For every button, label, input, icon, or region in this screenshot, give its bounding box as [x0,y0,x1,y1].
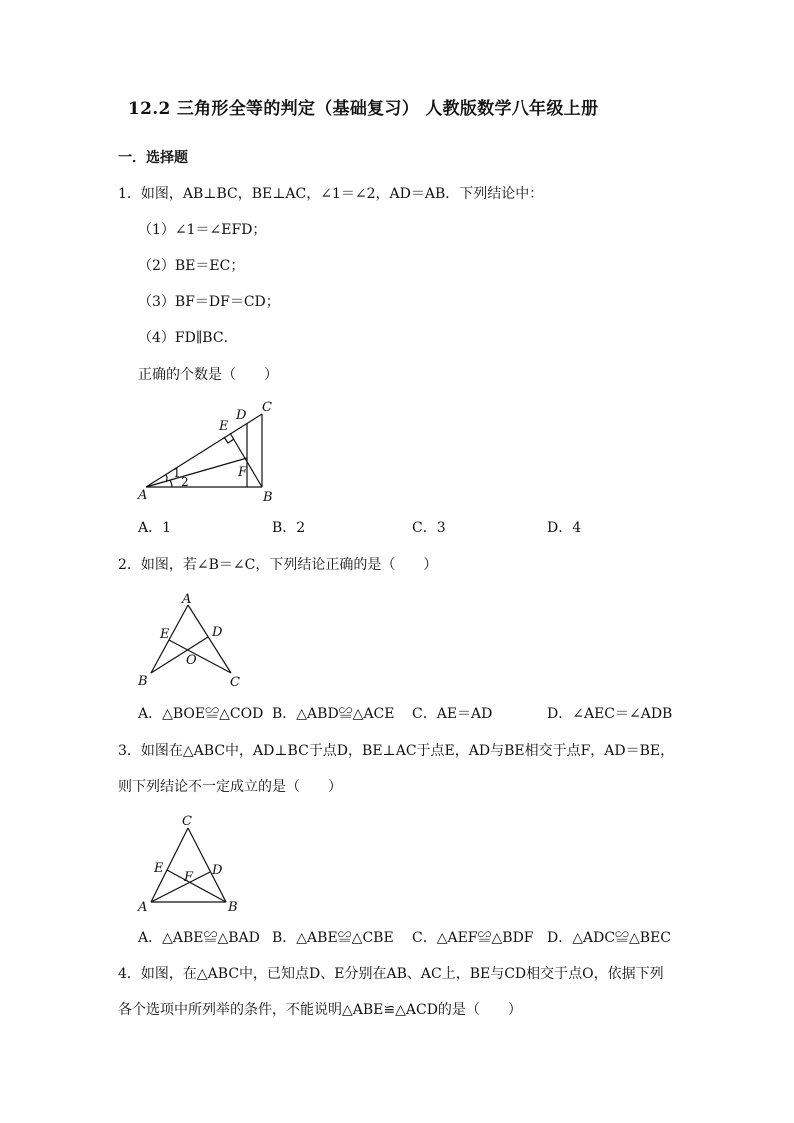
section-heading: 一．选择题 [118,150,188,166]
q3-label-d: D [212,863,223,878]
q1-label-d: D [236,408,247,423]
q2-label-c: C [230,675,240,690]
q1-option-d: D．4 [547,520,582,536]
q1-item-1: （1）∠1＝∠EFD； [138,222,267,238]
q4-stem-line1: 4．如图，在△ABC中，已知点D、E分别在AB、AC上，BE与CD相交于点O，依据下列 [118,966,664,982]
q3-label-e: E [154,861,164,876]
q3-stem-line1: 3．如图在△ABC中，AD⊥BC于点D，BE⊥AC于点E，AD与BE相交于点F，AD＝BE， [118,743,675,759]
q2-label-d: D [212,625,223,640]
q1-label-c: C [262,400,272,415]
q2-option-b: B．△ABD≌△ACE [272,706,395,722]
q3-option-c: C．△AEF≌△BDF [412,930,534,946]
q3-label-b: B [228,900,238,915]
q1-item-4: （4）FD∥BC． [138,330,238,346]
q2-option-a: A．△BOE≌△COD [138,706,264,722]
q3-option-d: D．△ADC≌△BEC [547,930,672,946]
q1-option-b: B．2 [272,520,306,536]
q1-label-e: E [219,419,229,434]
q3-stem-line2: 则下列结论不一定成立的是（ ） [118,779,342,795]
q2-label-e: E [160,627,170,642]
q3-label-c: C [182,814,192,829]
q3-label-f: F [184,870,194,885]
q1-item-2: （2）BE＝EC； [138,258,245,274]
q2-label-o: O [186,653,197,668]
q4-stem-line2: 各个选项中所列举的条件，不能说明△ABE≌△ACD的是（ ） [118,1002,522,1018]
q2-option-d: D．∠AEC＝∠ADB [547,706,673,722]
q1-stem: 1．如图，AB⊥BC，BE⊥AC，∠1＝∠2，AD＝AB．下列结论中： [118,186,544,202]
q1-option-a: A．1 [138,520,172,536]
q1-label-f: F [238,465,248,480]
q2-stem: 2．如图，若∠B＝∠C，下列结论正确的是（ ） [118,557,438,573]
q1-label-a: A [138,488,148,503]
q1-item-3: （3）BF＝DF＝CD； [138,294,280,310]
q3-option-b: B．△ABE≌△CBE [272,930,394,946]
q3-option-a: A．△ABE≌△BAD [138,930,260,946]
q1-label-2: 2 [181,475,189,489]
q1-label-1: 1 [173,466,181,480]
q2-label-a: A [182,592,192,607]
q3-label-a: A [138,900,148,915]
page-title: 12.2 三角形全等的判定（基础复习） 人教版数学八年级上册 [128,99,599,119]
q1-option-c: C．3 [412,520,446,536]
q1-prompt: 正确的个数是（ ） [138,367,278,383]
q2-label-b: B [138,674,148,689]
q1-label-b: B [263,490,273,505]
q2-option-c: C．AE＝AD [412,706,493,722]
